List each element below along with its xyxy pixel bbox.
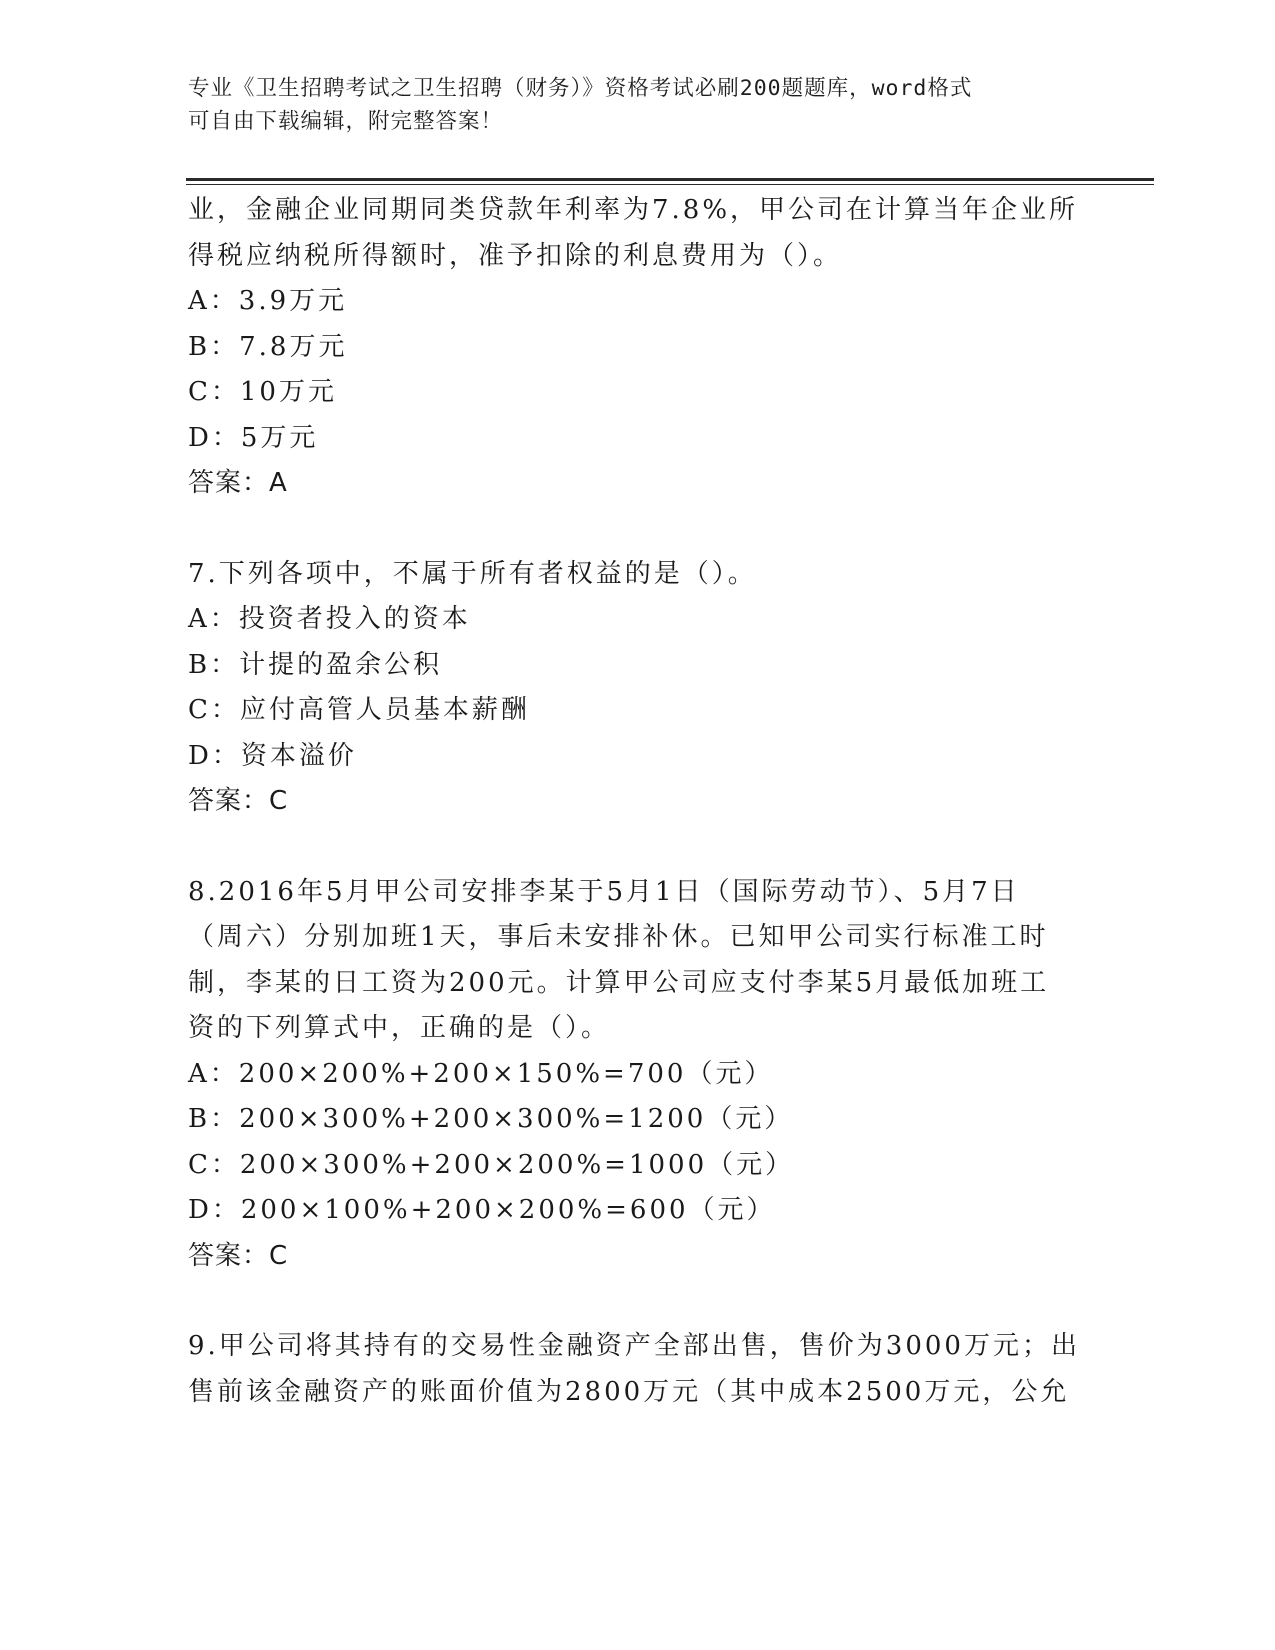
question-6-option-b: B：7.8万元 [188,331,348,362]
spacer [188,507,1088,552]
question-6-answer: 答案：A [188,468,288,498]
header-line-2: 可自由下载编辑，附完整答案！ [188,109,504,134]
question-6-option-a: A：3.9万元 [188,286,348,316]
question-6-option-c: C：10万元 [188,377,337,407]
question-8-stem-line-1: 8.2016年5月甲公司安排李某于5月1日（国际劳动节）、5月7日 [188,876,1020,907]
question-6-block [188,188,1088,507]
question-8-stem-line-2: （周六）分别加班1天，事后未安排补休。已知甲公司实行标准工时 [188,922,1049,952]
question-8-option-a: A：200×200%+200×150%=700（元） [188,1058,774,1089]
question-7-option-d: D：资本溢价 [188,740,357,771]
question-9-block [188,1324,1088,1415]
question-8-option-d: D：200×100%+200×200%=600（元） [188,1195,776,1225]
header-divider-thick [186,178,1154,181]
page-header [188,72,1088,138]
question-6-stem-line-2: 得税应纳税所得额时，准予扣除的利息费用为（）。 [188,240,843,271]
question-9-stem-line-2: 售前该金融资产的账面价值为2800万元（其中成本2500万元，公允 [188,1376,1070,1407]
question-7-option-b: B：计提的盈余公积 [188,649,443,680]
question-8-stem-line-4: 资的下列算式中，正确的是（）。 [188,1013,611,1043]
question-7-option-c: C：应付高管人员基本薪酬 [188,695,530,725]
spacer [188,1279,1088,1324]
header-line-1: 专业《卫生招聘考试之卫生招聘（财务）》资格考试必刷200题题库，word格式 [188,76,973,101]
question-8-answer: 答案：C [188,1240,289,1271]
question-7-block [188,552,1088,825]
question-content [188,188,1088,1415]
question-8-block [188,870,1088,1280]
question-8-option-b: B：200×300%+200×300%=1200（元） [188,1104,794,1134]
question-7-answer: 答案：C [188,786,289,816]
question-6-stem-line-1: 业，金融企业同期同类贷款年利率为7.8%，甲公司在计算当年企业所 [188,195,1079,225]
question-9-stem-line-1: 9.甲公司将其持有的交易性金融资产全部出售，售价为3000万元；出 [188,1331,1080,1361]
header-divider-thin [186,184,1154,185]
question-8-option-c: C：200×300%+200×200%=1000（元） [188,1149,795,1180]
question-7-option-a: A：投资者投入的资本 [188,604,471,634]
question-7-stem-line-1: 7.下列各项中，不属于所有者权益的是（）。 [188,558,757,589]
question-6-option-d: D：5万元 [188,422,319,453]
spacer [188,825,1088,870]
question-8-stem-line-3: 制，李某的日工资为200元。计算甲公司应支付李某5月最低加班工 [188,967,1050,998]
